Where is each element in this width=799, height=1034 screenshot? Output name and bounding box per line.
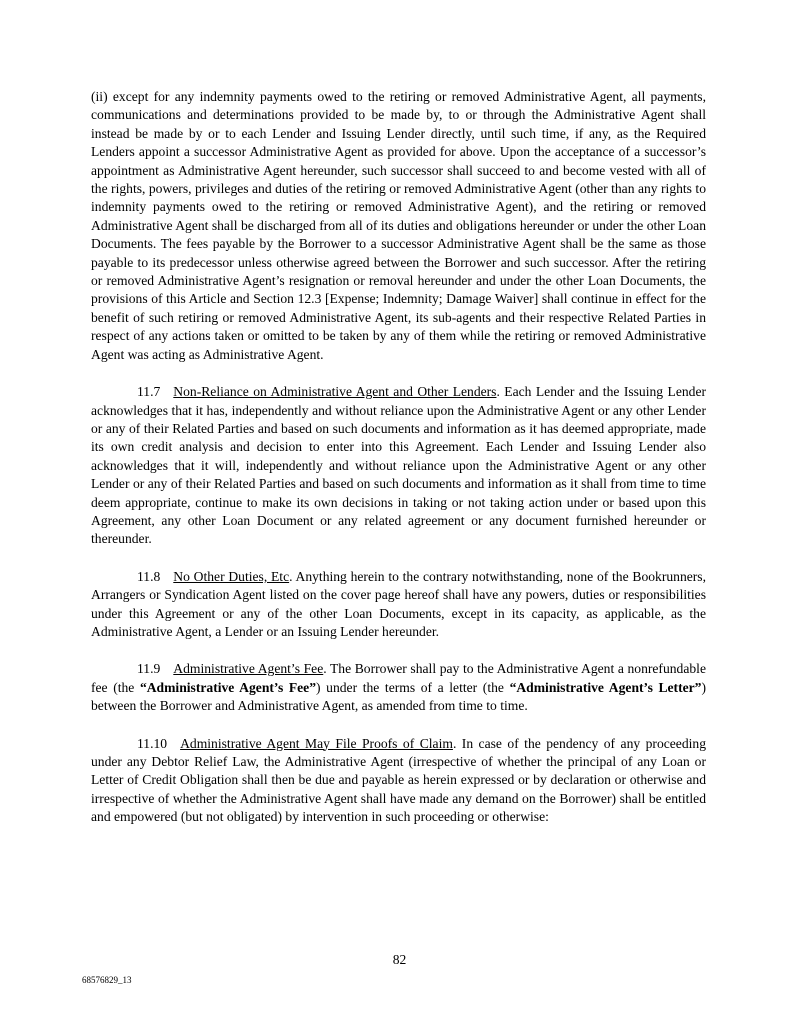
defined-term-administrative-agents-letter: “Administrative Agent’s Letter”: [509, 679, 702, 695]
section-number: 11.9: [137, 661, 161, 677]
section-11-10: [91, 735, 706, 827]
section-number: 11.10: [137, 735, 168, 751]
section-heading: Administrative Agent’s Fee: [173, 661, 324, 677]
section-number: 11.8: [137, 568, 161, 584]
section-heading: No Other Duties, Etc: [173, 568, 290, 584]
section-heading: Non-Reliance on Administrative Agent and Other Lenders: [173, 384, 497, 400]
section-body: . Anything herein to the contrary notwithstanding, none of the Bookrunners, Arrangers or Syndication Agent listed on the cover page hereof shall have any powers, duties or responsibilities under this Agreement or any of the other Loan Documents, except in its capacity, as applicable, as the Administrative Agent, a Lender or an Issuing Lender hereunder.: [91, 568, 706, 639]
section-11-9: [91, 660, 706, 715]
section-11-8: [91, 568, 706, 642]
section-heading: Administrative Agent May File Proofs of Claim: [180, 735, 453, 751]
page-number: 82: [392, 952, 407, 967]
doc-id-footer: 68576829_13: [82, 975, 132, 985]
paragraph-continuation: [91, 88, 706, 364]
body-text: [91, 88, 706, 846]
body-run: ) between the Borrower and Administrative Agent, as amended from time to time.: [91, 679, 707, 714]
section-number: 11.7: [137, 384, 161, 400]
body-run: ) under the terms of a letter (the: [316, 679, 510, 695]
section-body: . Each Lender and the Issuing Lender acknowledges that it has, independently and without reliance upon the Administrative Agent or any other Lender or any of their Related Parties and based on such documents and information as it has deemed appropriate, made its own credit analysis and decision to enter into this Agreement. Each Lender and Issuing Lender also acknowledges that it will, independently and without reliance upon the Administrative Agent or any other Lender or any of their Related Parties and based on such documents and information as it shall from time to time deem appropriate, continue to make its own decisions in taking or not taking action under or based upon this Agreement, any other Loan Document or any related agreement or any document furnished hereunder or thereunder.: [91, 384, 707, 547]
body-run: . The Borrower shall pay to the Administrative Agent a nonrefundable fee (the: [91, 661, 706, 695]
defined-term-administrative-agents-fee: “Administrative Agent’s Fee”: [139, 679, 317, 695]
section-11-7: [91, 383, 706, 549]
section-body: . In case of the pendency of any proceeding under any Debtor Relief Law, the Administrative Agent (irrespective of whether the principal of any Loan or Letter of Credit Obligation shall then be due and payable as herein expressed or by declaration or otherwise and irrespective of whether the Administrative Agent shall have made any demand on the Borrower) shall be entitled and empowered (but not obligated) by intervention in such proceeding or otherwise:: [91, 735, 707, 825]
paragraph-text: (ii) except for any indemnity payments owed to the retiring or removed Administrative Agent, all payments, communications and determinations provided to be made by, to or through the Administrative Agent shall instead be made by or to each Lender and Issuing Lender directly, until such time, if any, as the Required Lenders appoint a successor Administrative Agent as provided for above. Upon the acceptance of a successor’s appointment as Administrative Agent hereunder, such successor shall succeed to and become vested with all of the rights, powers, privileges and duties of the retiring or removed Administrative Agent (other than any rights to indemnity payments owed to the retiring or removed Administrative Agent), and the retiring or removed Administrative Agent shall be discharged from all of its duties and obligations hereunder or under the other Loan Documents. The fees payable by the Borrower to a successor Administrative Agent shall be the same as those payable to its predecessor unless otherwise agreed between the Borrower and such successor. After the retiring or removed Administrative Agent’s resignation or removal hereunder and under the other Loan Documents, the provisions of this Article and Section 12.3 [Expense; Indemnity; Damage Waiver] shall continue in effect for the benefit of such retiring or removed Administrative Agent, its sub-agents and their respective Related Parties in respect of any actions taken or omitted to be taken by any of them while the retiring or removed Administrative Agent was acting as Administrative Agent.: [91, 89, 706, 362]
